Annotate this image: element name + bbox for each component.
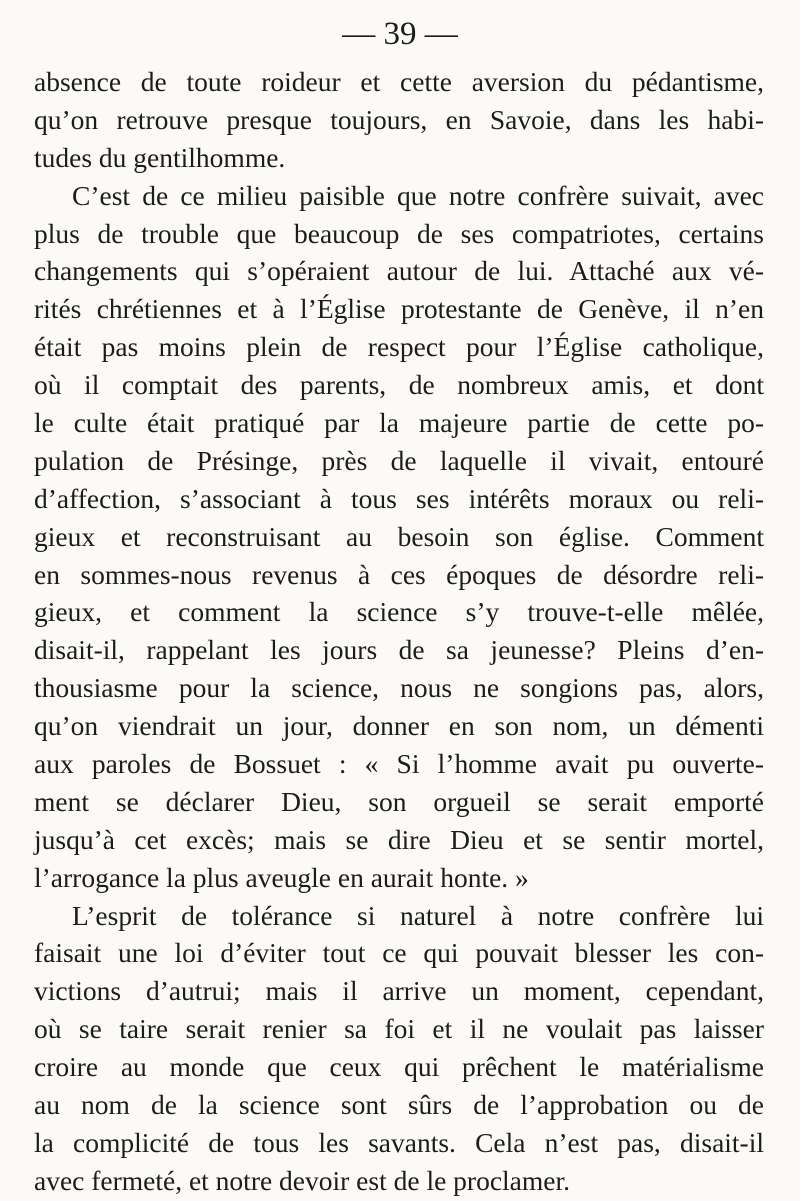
text-line: faisait une loi d’éviter tout ce qui pouvait blesser les con-: [34, 937, 764, 969]
text-line: l’arrogance la plus aveugle en aurait honte. »: [34, 861, 529, 893]
text-line: rités chrétiennes et à l’Église protestante de Genève, il n’en: [34, 293, 764, 325]
text-line: absence de toute roideur et cette aversion du pédantisme,: [34, 66, 764, 97]
text-line: plus de trouble que beaucoup de ses compatriotes, certains: [34, 217, 764, 249]
text-line: où se taire serait renier sa foi et il ne voulait pas laisser: [34, 1013, 764, 1045]
text-line: qu’on viendrait un jour, donner en son nom, un démenti: [34, 710, 764, 742]
text-line: gieux et reconstruisant au besoin son église. Comment: [34, 520, 764, 552]
text-line: victions d’autrui; mais il arrive un moment, cependant,: [34, 975, 764, 1007]
text-line: ment se déclarer Dieu, son orgueil se serait emporté: [34, 785, 764, 817]
text-line: tudes du gentilhomme.: [34, 141, 286, 173]
text-line: en sommes-nous revenus à ces époques de désordre reli-: [34, 558, 764, 590]
text-line: au nom de la science sont sûrs de l’approbation ou de: [34, 1089, 764, 1121]
text-line: aux paroles de Bossuet : « Si l’homme avait pu ouverte-: [34, 748, 764, 780]
text-line: jusqu’à cet excès; mais se dire Dieu et se sentir mortel,: [34, 823, 764, 855]
text-line: C’est de ce milieu paisible que notre confrère suivait, avec: [72, 179, 764, 211]
text-line: la complicité de tous les savants. Cela n’est pas, disait-il: [34, 1126, 764, 1158]
text-line: changements qui s’opéraient autour de lui. Attaché aux vé-: [34, 255, 764, 287]
text-line: avec fermeté, et notre devoir est de le proclamer.: [34, 1164, 570, 1196]
text-line: thousiasme pour la science, nous ne songions pas, alors,: [34, 672, 764, 704]
text-line: où il comptait des parents, de nombreux amis, et dont: [34, 369, 764, 401]
text-line: le culte était pratiqué par la majeure partie de cette po-: [34, 407, 764, 439]
text-line: gieux, et comment la science s’y trouve-t-elle mêlée,: [34, 596, 764, 628]
text-line: L’esprit de tolérance si naturel à notre confrère lui: [72, 899, 764, 931]
text-line: pulation de Présinge, près de laquelle il vivait, entouré: [34, 444, 764, 476]
text-line: qu’on retrouve presque toujours, en Savoie, dans les habi-: [34, 103, 764, 135]
text-line: disait-il, rappelant les jours de sa jeunesse? Pleins d’en-: [34, 634, 764, 666]
text-line: croire au monde que ceux qui prêchent le matérialisme: [34, 1051, 764, 1083]
text-line: était pas moins plein de respect pour l’Église catholique,: [34, 331, 764, 363]
page-number: — 39 —: [342, 16, 458, 52]
text-line: d’affection, s’associant à tous ses intérêts moraux ou reli-: [34, 482, 764, 514]
body-text: [34, 63, 764, 1200]
